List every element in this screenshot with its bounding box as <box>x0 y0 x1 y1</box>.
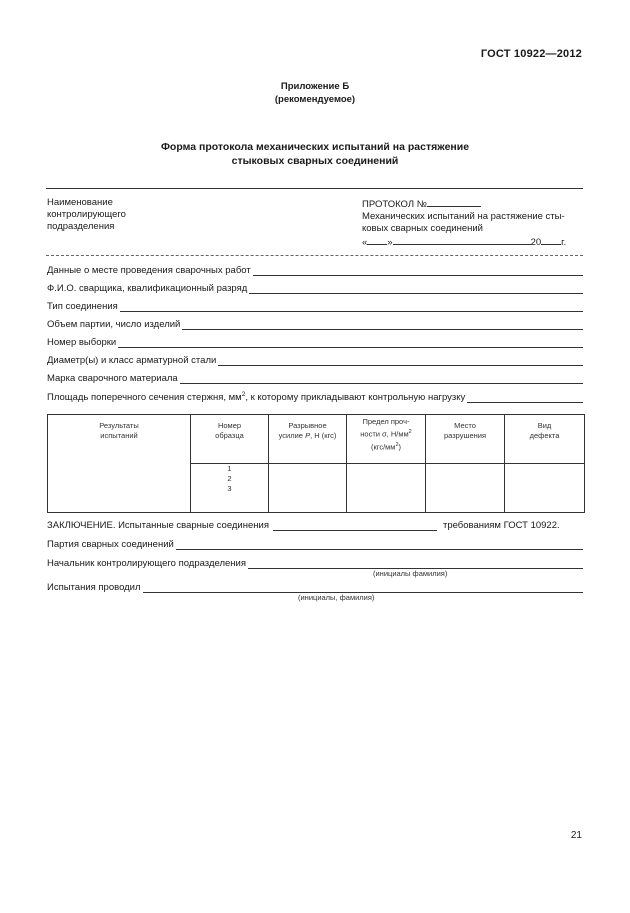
table-header-row <box>48 415 585 464</box>
conclusion-label: ЗАКЛЮЧЕНИЕ. Испытанные сварные соединения <box>47 520 269 531</box>
field-label-joint-type: Тип соединения <box>47 301 118 312</box>
header-sample: Номер образца <box>191 415 269 464</box>
header-strength: Предел проч- ности σ, $Н/мм^2$ $(кгс/мм^2)$ <box>347 415 426 464</box>
protocol-date-line: « » 20 г. <box>362 237 567 248</box>
conclusion-input[interactable] <box>273 520 437 531</box>
field-row-area <box>47 390 583 403</box>
field-label-diameter: Диаметр(ы) и класс арматурной стали <box>47 355 217 366</box>
field-row-batch-volume <box>47 317 583 330</box>
protocol-block <box>362 197 584 249</box>
date-year-blank[interactable] <box>541 235 561 245</box>
protocol-number-line <box>362 197 584 211</box>
tester-input[interactable] <box>143 582 583 593</box>
field-input-area[interactable] <box>467 392 583 403</box>
field-label-batch-volume: Объем партии, число изделий <box>47 319 181 330</box>
field-label-area: Площадь поперечного сечения стержня, $мм^2$, к которому прикладывают контрольную нагрузку <box>47 390 466 403</box>
org-line1: Наименование <box>47 197 113 208</box>
conclusion-tail: требованиям ГОСТ 10922. <box>442 520 560 531</box>
batch-input[interactable] <box>176 539 583 550</box>
strength-cell[interactable] <box>347 464 426 513</box>
field-input-joint-type[interactable] <box>120 301 583 312</box>
form-title-line2: стыковых сварных соединений <box>231 155 399 167</box>
field-row-material <box>47 371 583 384</box>
protocol-line3: ковых сварных соединений <box>362 223 483 234</box>
batch-label: Партия сварных соединений <box>47 539 174 550</box>
field-input-diameter[interactable] <box>218 355 583 366</box>
field-input-batch-volume[interactable] <box>182 319 583 330</box>
protocol-line2: Механических испытаний на растяжение сты- <box>362 211 565 222</box>
header-place: Место разрушения <box>426 415 505 464</box>
tester-label: Испытания проводил <box>47 582 141 593</box>
header-defect: Вид дефекта <box>505 415 585 464</box>
field-label-place: Данные о месте проведения сварочных работ <box>47 265 251 276</box>
field-row-sample-number <box>47 335 583 348</box>
conclusion-row <box>47 518 583 531</box>
header-force: Разрывное усилие P, Н (кгс) <box>269 415 347 464</box>
annex-subtitle: (рекомендуемое) <box>274 94 356 105</box>
top-rule <box>46 188 583 189</box>
divider-dashed <box>46 255 583 256</box>
org-block <box>47 197 227 233</box>
protocol-number-blank[interactable] <box>427 197 481 207</box>
field-label-sample-number: Номер выборки <box>47 337 117 348</box>
field-row-joint-type <box>47 299 583 312</box>
protocol-label: ПРОТОКОЛ № <box>362 199 427 210</box>
head-hint: (инициалы фамилия) <box>373 569 448 578</box>
field-input-place[interactable] <box>253 265 583 276</box>
annex-heading <box>0 80 630 106</box>
field-row-welder <box>47 281 583 294</box>
header-results: Результаты испытаний <box>48 415 191 513</box>
org-line3: подразделения <box>47 221 115 232</box>
field-label-material: Марка сварочного материала <box>47 373 178 384</box>
tester-hint: (инициалы, фамилия) <box>298 593 375 602</box>
tester-row <box>47 580 583 593</box>
field-row-place <box>47 263 583 276</box>
field-label-welder: Ф.И.О. сварщика, квалификационный разряд <box>47 283 248 294</box>
field-input-welder[interactable] <box>249 283 583 294</box>
results-table <box>47 414 585 513</box>
force-cell[interactable] <box>269 464 347 513</box>
field-input-sample-number[interactable] <box>118 337 583 348</box>
page-number: 21 <box>570 830 582 841</box>
field-row-diameter <box>47 353 583 366</box>
defect-cell[interactable] <box>505 464 585 513</box>
form-title <box>0 140 630 168</box>
annex-title: Приложение Б <box>280 81 350 92</box>
sample-numbers-cell[interactable]: 1 2 3 <box>191 464 269 513</box>
date-day-blank[interactable] <box>367 235 387 245</box>
place-cell[interactable] <box>426 464 505 513</box>
head-label: Начальник контролирующего подразделения <box>47 558 246 569</box>
head-row <box>47 556 583 569</box>
form-title-line1: Форма протокола механических испытаний на растяжение <box>160 141 470 153</box>
head-input[interactable] <box>248 558 583 569</box>
org-line2: контролирующего <box>47 209 126 220</box>
batch-row <box>47 537 583 550</box>
field-input-material[interactable] <box>180 373 583 384</box>
date-month-blank[interactable] <box>393 235 531 245</box>
standard-number: ГОСТ 10922—2012 <box>480 48 582 60</box>
